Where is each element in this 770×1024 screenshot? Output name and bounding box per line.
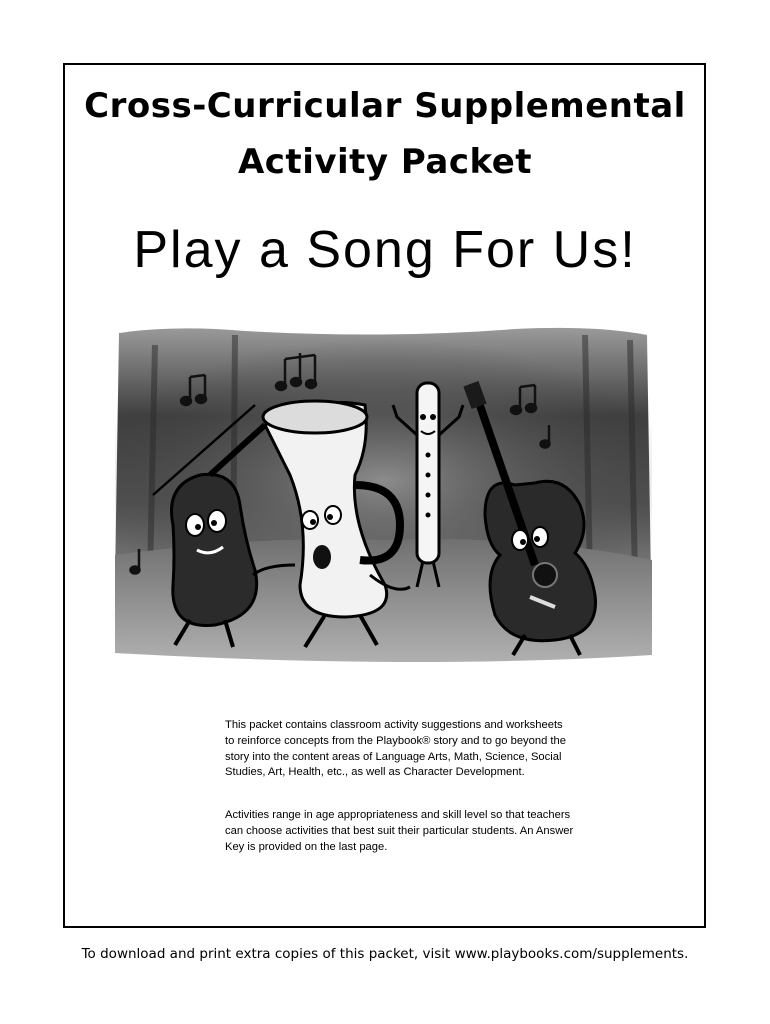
musical-instruments-illustration: [115, 325, 652, 665]
description-paragraph-1: This packet contains classroom activity suggestions and worksheets to reinforce concepts from the Playbook® story and to go beyond the story into the content areas of Language Arts, Math, Science, Social Studies, Art, Health, etc., as well as Character Development.: [225, 719, 566, 779]
footer-download-note: To download and print extra copies of this packet, visit www.playbooks.com/supplements.: [81, 946, 689, 962]
description-paragraph-2: Activities range in age appropriateness and skill level so that teachers can choose activities that best suit their particular students. An Answer Key is provided on the last page.: [225, 809, 574, 853]
story-title: Play a Song For Us!: [133, 221, 637, 279]
packet-title-line1: Cross-Curricular Supplemental: [84, 86, 686, 126]
packet-title-line2: Activity Packet: [237, 142, 533, 182]
